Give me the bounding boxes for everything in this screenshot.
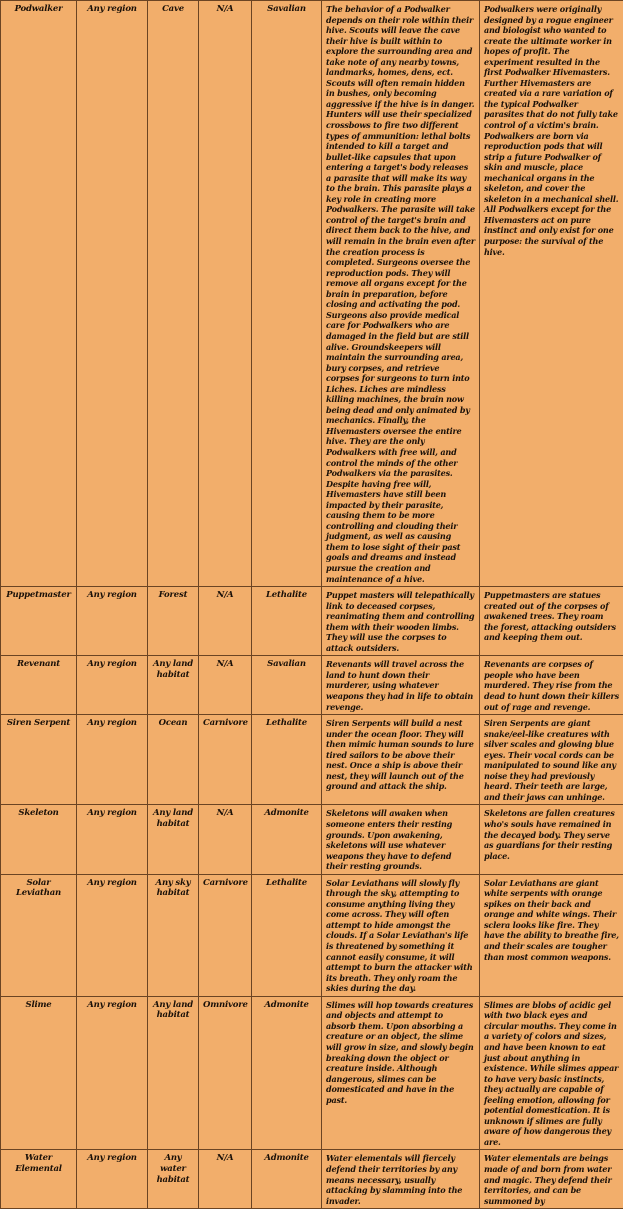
cell-habitat: Any land habitat xyxy=(148,805,199,874)
cell-region: Any region xyxy=(77,656,148,715)
cell-habitat: Any land habitat xyxy=(148,996,199,1150)
cell-behavior: Puppet masters will telepathically link to deceased corpses, reanimating them and controlling them with their wooden limbs. They will use the corpses to attack outsiders. xyxy=(322,587,480,656)
cell-diet: N/A xyxy=(199,656,252,715)
cell-behavior: Revenants will travel across the land to hunt down their murderer, using whatever weapons they had in life to obtain revenge. xyxy=(322,656,480,715)
cell-class: Lethalite xyxy=(252,587,322,656)
cell-region: Any region xyxy=(77,1,148,587)
cell-diet: N/A xyxy=(199,587,252,656)
cell-diet: Carnivore xyxy=(199,874,252,996)
cell-habitat: Any sky habitat xyxy=(148,874,199,996)
table-row xyxy=(1,874,623,996)
cell-description: Water elementals are beings made of and born from water and magic. They defend their territories, and can be summoned by xyxy=(480,1150,623,1209)
cell-class: Lethalite xyxy=(252,715,322,805)
cell-habitat: Cave xyxy=(148,1,199,587)
cell-description: Revenants are corpses of people who have been murdered. They rise from the dead to hunt down their killers out of rage and revenge. xyxy=(480,656,623,715)
cell-class: Admonite xyxy=(252,996,322,1150)
cell-description: Skeletons are fallen creatures who's souls have remained in the decayed body. They serve as guardians for their resting place. xyxy=(480,805,623,874)
cell-class: Admonite xyxy=(252,805,322,874)
cell-behavior: Skeletons will awaken when someone enters their resting grounds. Upon awakening, skeletons will use whatever weapons they have to defend their resting grounds. xyxy=(322,805,480,874)
bestiary-table-body xyxy=(1,1,623,1209)
cell-region: Any region xyxy=(77,805,148,874)
cell-habitat: Ocean xyxy=(148,715,199,805)
cell-description: Solar Leviathans are giant white serpents with orange spikes on their back and orange and white wings. Their sclera looks like fire. They have the ability to breathe fire, and their scales are tougher than most common weapons. xyxy=(480,874,623,996)
cell-name: Slime xyxy=(1,996,77,1150)
cell-description: Siren Serpents are giant snake/eel-like creatures with silver scales and glowing blue eyes. Their vocal cords can be manipulated to sound like any noise they had previously heard. Their teeth are large, and their jaws can unhinge. xyxy=(480,715,623,805)
table-row xyxy=(1,715,623,805)
table-row xyxy=(1,996,623,1150)
cell-region: Any region xyxy=(77,587,148,656)
cell-behavior: Slimes will hop towards creatures and objects and attempt to absorb them. Upon absorbing a creature or an object, the slime will grow in size, and slowly begin breaking down the object or creature inside. Although dangerous, slimes can be domesticated and have in the past. xyxy=(322,996,480,1150)
cell-diet: Carnivore xyxy=(199,715,252,805)
table-row xyxy=(1,656,623,715)
cell-behavior: The behavior of a Podwalker depends on their role within their hive. Scouts will leave the cave their hive is built within to explore the surrounding area and take note of any nearby towns, landmarks, homes, dens, ect. Scouts will often remain hidden in bushes, only becoming aggressive if the hive is in danger. Hunters will use their specialized crossbows to fire two different types of ammunition: lethal bolts intended to kill a target and bullet-like capsules that upon entering a target's body releases a parasite that will make its way to the brain. This parasite plays a key role in creating more Podwalkers. The parasite will take control of the target's brain and direct them back to the hive, and will remain in the brain even after the creation process is completed. Surgeons oversee the reproduction pods. They will remove all organs except for the brain in preparation, before closing and activating the pod. Surgeons also provide medical care for Podwalkers who are damaged in the field but are still alive. Groundskeepers will maintain the surrounding area, bury corpses, and retrieve corpses for surgeons to turn into Liches. Liches are mindless killing machines, the brain now being dead and only animated by mechanics. Finally, the Hivemasters oversee the entire hive. They are the only Podwalkers with free will, and control the minds of the other Podwalkers via the parasites. Despite having free will, Hivemasters have still been impacted by their parasite, causing them to be more controlling and clouding their judgment, as well as causing them to lose sight of their past goals and dreams and instead pursue the creation and maintenance of a hive. xyxy=(322,1,480,587)
cell-description: Podwalkers were originally designed by a rogue engineer and biologist who wanted to create the ultimate worker in hopes of profit. The experiment resulted in the first Podwalker Hivemasters. Further Hivemasters are created via a rare variation of the typical Podwalker parasites that do not fully take control of a victim's brain. Podwalkers are born via reproduction pods that will strip a future Podwalker of skin and muscle, place mechanical organs in the skeleton, and cover the skeleton in a mechanical shell. All Podwalkers except for the Hivemasters act on pure instinct and only exist for one purpose: the survival of the hive. xyxy=(480,1,623,587)
table-row xyxy=(1,1150,623,1209)
cell-class: Savalian xyxy=(252,656,322,715)
cell-name: Revenant xyxy=(1,656,77,715)
cell-diet: N/A xyxy=(199,1150,252,1209)
cell-habitat: Forest xyxy=(148,587,199,656)
cell-diet: Omnivore xyxy=(199,996,252,1150)
cell-region: Any region xyxy=(77,715,148,805)
cell-class: Savalian xyxy=(252,1,322,587)
cell-diet: N/A xyxy=(199,1,252,587)
cell-behavior: Solar Leviathans will slowly fly through the sky, attempting to consume anything living they come across. They will often attempt to hide amongst the clouds. If a Solar Leviathan's life is threatened by something it cannot easily consume, it will attempt to burn the attacker with its breath. They only roam the skies during the day. xyxy=(322,874,480,996)
cell-name: Skeleton xyxy=(1,805,77,874)
table-row xyxy=(1,587,623,656)
cell-region: Any region xyxy=(77,996,148,1150)
cell-class: Lethalite xyxy=(252,874,322,996)
cell-name: Puppetmaster xyxy=(1,587,77,656)
cell-region: Any region xyxy=(77,1150,148,1209)
cell-region: Any region xyxy=(77,874,148,996)
cell-name: Water Elemental xyxy=(1,1150,77,1209)
cell-behavior: Water elementals will fiercely defend their territories by any means necessary, usually attacking by slamming into the invader. xyxy=(322,1150,480,1209)
cell-habitat: Any land habitat xyxy=(148,656,199,715)
cell-habitat: Any water habitat xyxy=(148,1150,199,1209)
cell-name: Podwalker xyxy=(1,1,77,587)
cell-class: Admonite xyxy=(252,1150,322,1209)
cell-description: Puppetmasters are statues created out of the corpses of awakened trees. They roam the forest, attacking outsiders and keeping them out. xyxy=(480,587,623,656)
table-row xyxy=(1,1,623,587)
cell-name: Siren Serpent xyxy=(1,715,77,805)
cell-diet: N/A xyxy=(199,805,252,874)
cell-behavior: Siren Serpents will build a nest under the ocean floor. They will then mimic human sounds to lure tired sailors to be above their nest. Once a ship is above their nest, they will launch out of the ground and attack the ship. xyxy=(322,715,480,805)
cell-name: Solar Leviathan xyxy=(1,874,77,996)
cell-description: Slimes are blobs of acidic gel with two black eyes and circular mouths. They come in a variety of colors and sizes, and have been known to eat just about anything in existence. While slimes appear to have very basic instincts, they actually are capable of feeling emotion, allowing for potential domestication. It is unknown if slimes are fully aware of how dangerous they are. xyxy=(480,996,623,1150)
